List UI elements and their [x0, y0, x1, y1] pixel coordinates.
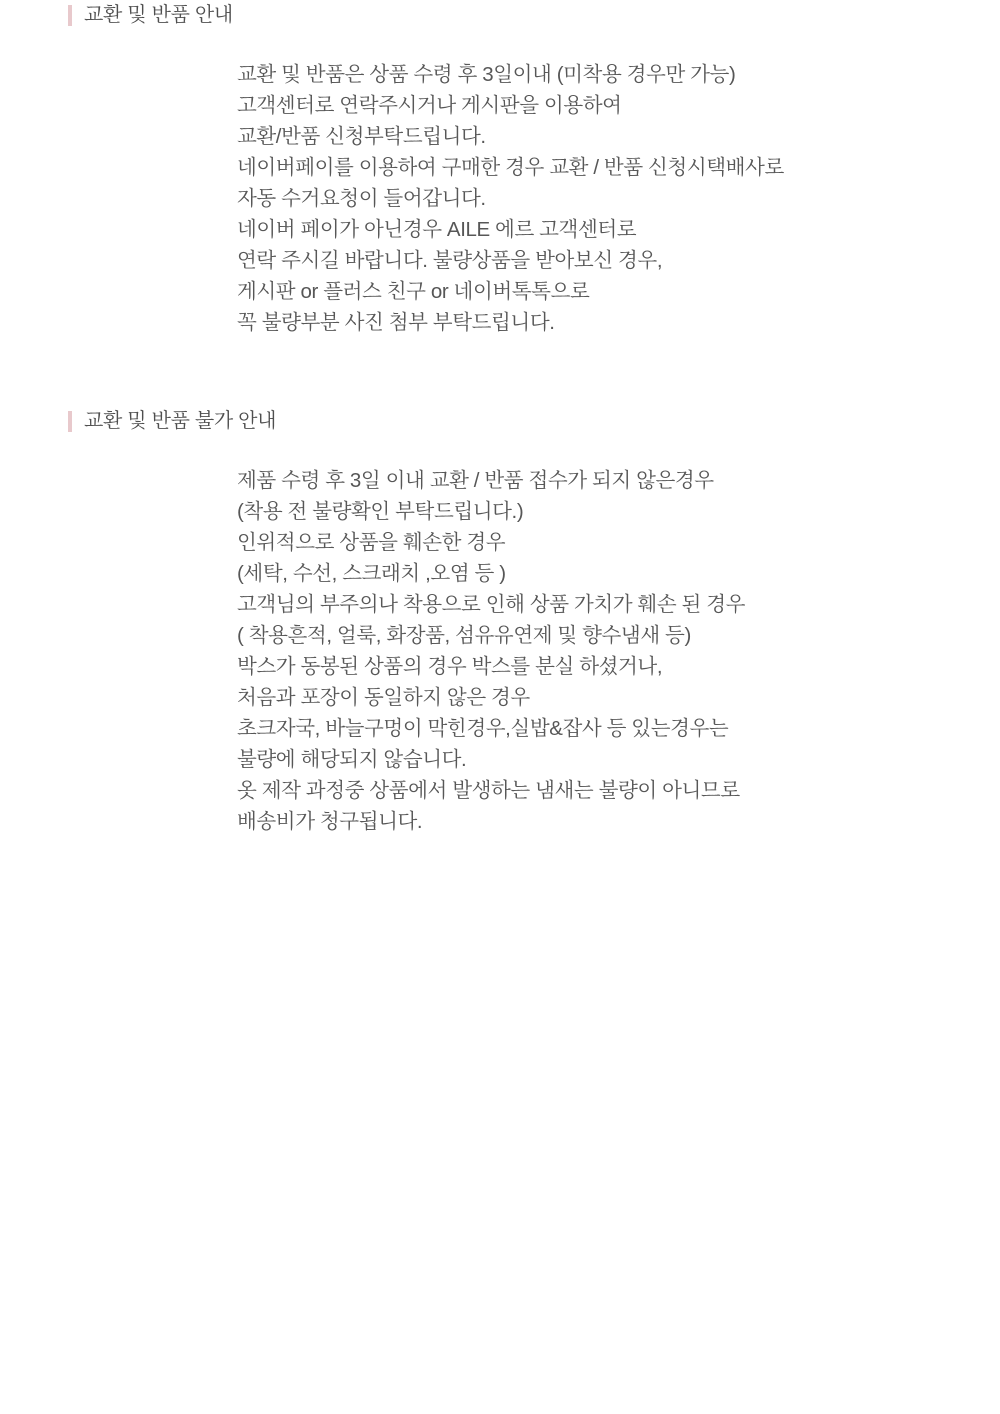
body-line: 박스가 동봉된 상품의 경우 박스를 분실 하셨거나, [237, 655, 663, 678]
heading-accent-bar [68, 411, 72, 432]
body-line: 불량에 해당되지 않습니다. [237, 748, 467, 771]
body-line: 네이버 페이가 아닌경우 AILE 에르 고객센터로 [237, 218, 637, 241]
section-heading [0, 0, 1000, 30]
section-body [0, 436, 1000, 837]
body-line: 꼭 불량부분 사진 첨부 부탁드립니다. [237, 311, 555, 334]
body-line: 교환/반품 신청부탁드립니다. [237, 125, 486, 148]
body-line: 교환 및 반품은 상품 수령 후 3일이내 (미착용 경우만 가능) [237, 63, 736, 86]
exchange-return-restriction-section [0, 406, 1000, 837]
section-body [0, 30, 1000, 338]
heading-accent-bar [68, 5, 72, 26]
body-line: 게시판 or 플러스 친구 or 네이버톡톡으로 [237, 280, 590, 303]
section-title: 교환 및 반품 불가 안내 [84, 410, 277, 432]
body-line: 연락 주시길 바랍니다. 불량상품을 받아보신 경우, [237, 249, 663, 272]
body-line: (세탁, 수선, 스크래치 ,오염 등 ) [237, 562, 506, 585]
body-line: 자동 수거요청이 들어갑니다. [237, 187, 486, 210]
section-title: 교환 및 반품 안내 [84, 4, 233, 26]
body-line: (착용 전 불량확인 부탁드립니다.) [237, 500, 524, 523]
body-line: 고객님의 부주의나 착용으로 인해 상품 가치가 훼손 된 경우 [237, 593, 746, 616]
body-line: 배송비가 청구됩니다. [237, 810, 423, 833]
body-line: 초크자국, 바늘구멍이 막힌경우,실밥&잡사 등 있는경우는 [237, 717, 729, 740]
body-line: 고객센터로 연락주시거나 게시판을 이용하여 [237, 94, 622, 117]
exchange-return-guide-section [0, 0, 1000, 338]
section-heading [0, 406, 1000, 436]
body-line: 처음과 포장이 동일하지 않은 경우 [237, 686, 530, 709]
body-line: ( 착용흔적, 얼룩, 화장품, 섬유유연제 및 향수냄새 등) [237, 624, 691, 647]
body-line: 옷 제작 과정중 상품에서 발생하는 냄새는 불량이 아니므로 [237, 779, 740, 802]
body-line: 인위적으로 상품을 훼손한 경우 [237, 531, 506, 554]
body-line: 제품 수령 후 3일 이내 교환 / 반품 접수가 되지 않은경우 [237, 469, 714, 492]
body-line: 네이버페이를 이용하여 구매한 경우 교환 / 반품 신청시택배사로 [237, 156, 784, 179]
